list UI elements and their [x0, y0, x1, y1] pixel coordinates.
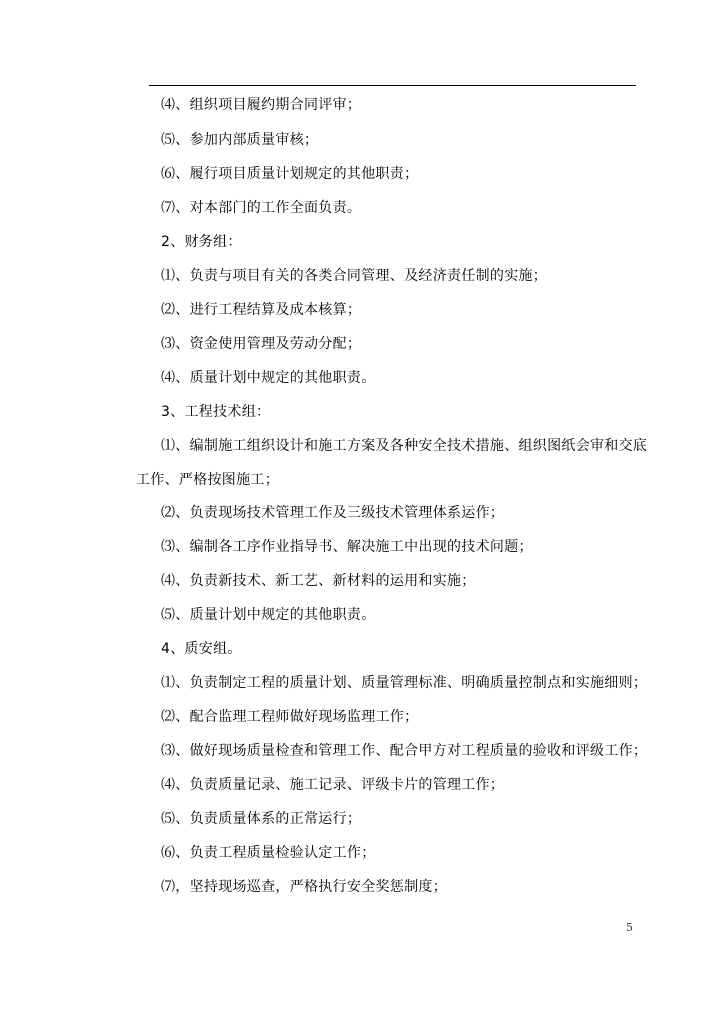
- list-item: ⑺，坚持现场巡查，严格执行安全奖惩制度；: [161, 879, 447, 895]
- list-item: ⑸、质量计划中规定的其他职责。: [161, 607, 376, 623]
- list-item: ⑶、资金使用管理及劳动分配；: [161, 336, 362, 352]
- list-item: ⑵、配合监理工程师做好现场监理工作；: [161, 709, 419, 725]
- header-rule: [149, 85, 636, 86]
- list-item: ⑵、进行工程结算及成本核算；: [161, 302, 362, 318]
- list-item: ⑷、负责新技术、新工艺、新材料的运用和实施；: [161, 573, 476, 589]
- list-item: ⑸、参加内部质量审核；: [161, 132, 319, 148]
- list-item: ⑷、负责质量记录、施工记录、评级卡片的管理工作；: [161, 777, 505, 793]
- list-item: ⑴、编制施工组织设计和施工方案及各种安全技术措施、组织图纸会审和交底: [161, 438, 648, 454]
- list-item: ⑶、编制各工序作业指导书、解决施工中出现的技术问题；: [161, 539, 533, 555]
- page-number: 5: [626, 921, 633, 934]
- section-heading: 3、工程技术组：: [161, 404, 271, 420]
- list-item: ⑴、负责与项目有关的各类合同管理、及经济责任制的实施；: [161, 268, 548, 284]
- list-item: ⑴、负责制定工程的质量计划、质量管理标准、明确质量控制点和实施细则；: [161, 675, 648, 691]
- list-item: ⑹、履行项目质量计划规定的其他职责；: [161, 166, 419, 182]
- list-item-continuation: 工作、严格按图施工；: [136, 472, 279, 488]
- list-item: ⑷、组织项目履约期合同评审；: [161, 97, 362, 113]
- list-item: ⑺、对本部门的工作全面负责。: [161, 200, 362, 216]
- list-item: ⑷、质量计划中规定的其他职责。: [161, 370, 376, 386]
- list-item: ⑵、负责现场技术管理工作及三级技术管理体系运作；: [161, 505, 505, 521]
- list-item: ⑹、负责工程质量检验认定工作；: [161, 845, 376, 861]
- list-item: ⑶、做好现场质量检查和管理工作、配合甲方对工程质量的验收和评级工作；: [161, 743, 648, 759]
- list-item: ⑸、负责质量体系的正常运行；: [161, 811, 362, 827]
- section-heading: 2、财务组：: [161, 234, 242, 250]
- section-heading: 4、质安组。: [161, 641, 242, 657]
